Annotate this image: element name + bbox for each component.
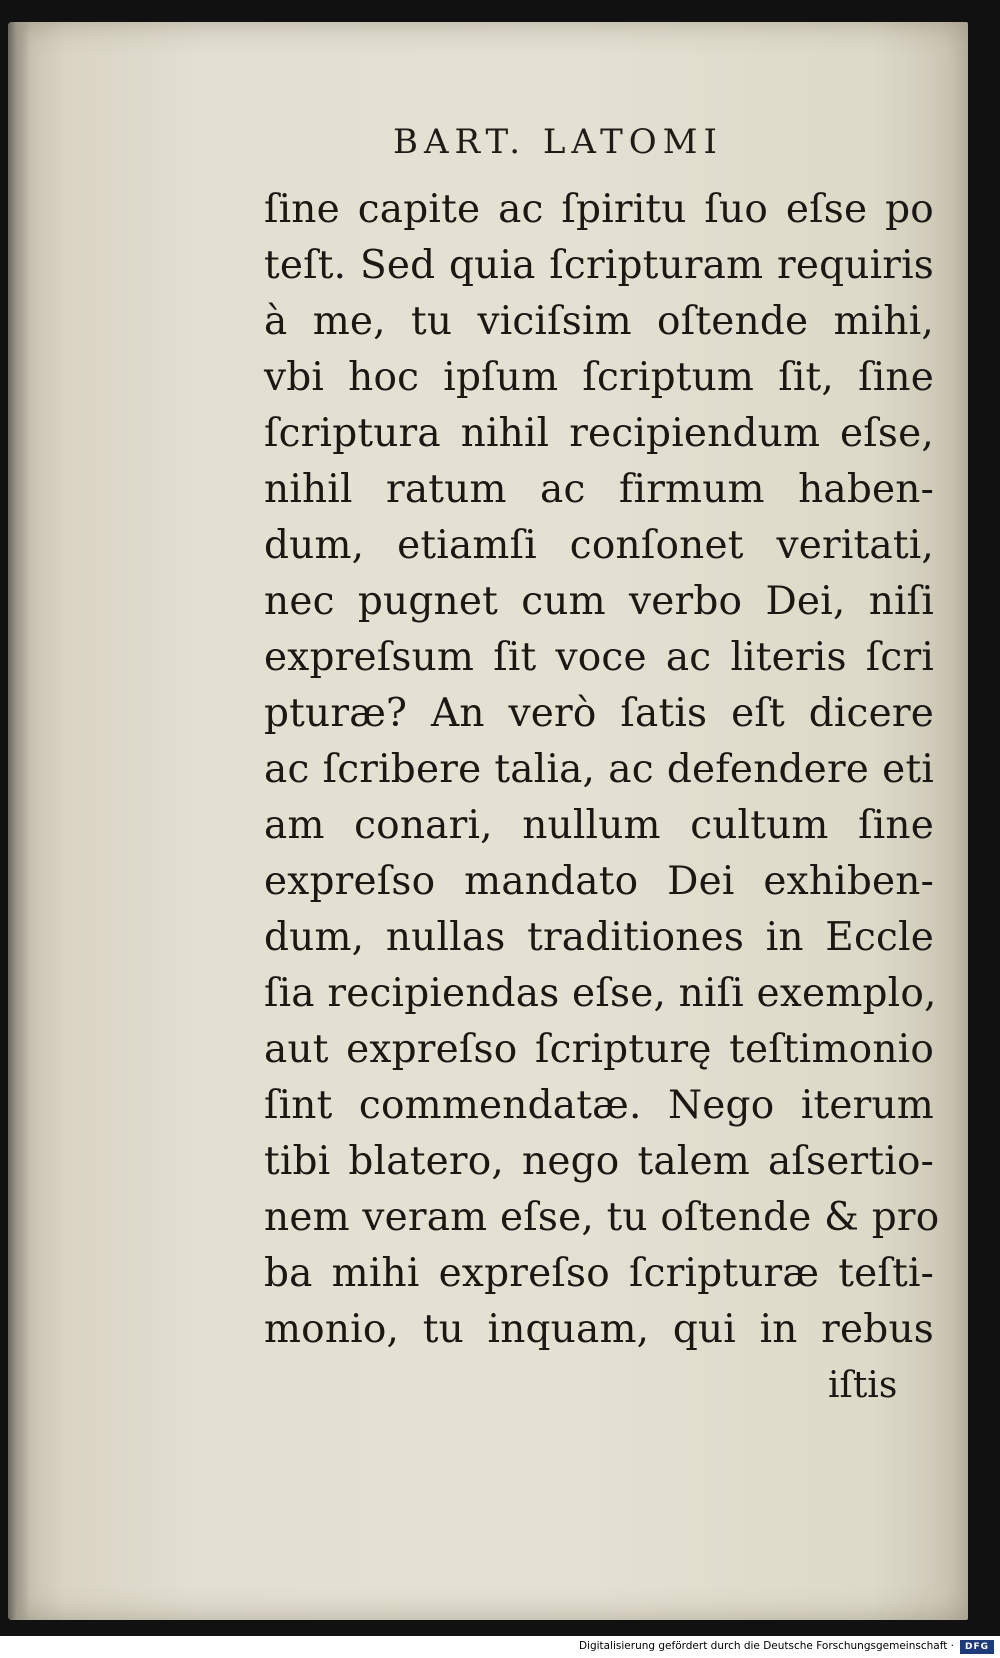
text-line: ſcriptura nihil recipiendum eſse, [264,411,934,456]
book-page [8,22,968,1620]
text-line: ba mihi expreſso ſcripturæ teſti- [264,1251,934,1296]
text-block [264,182,940,1358]
text-line: aut expreſso ſcripturę teſtimonio [264,1027,934,1072]
text-line: am conari, nullum cultum ſine [264,803,934,848]
text-line: expreſsum ſit voce ac literis ſcri [264,635,934,680]
text-line: tibi blatero, nego talem aſsertio- [264,1139,934,1184]
text-line: dum, etiamſi conſonet veritati, [264,523,934,568]
text-line: dum, nullas traditiones in Eccle [264,915,934,960]
text-line: ſia recipiendas eſse, niſi exemplo, [264,971,937,1016]
text-line: pturæ? An verò ſatis eſt dicere [264,691,934,736]
footer-bar [0,1636,1000,1658]
text-line: nem veram eſse, tu oſtende & pro [264,1195,940,1240]
text-line: à me, tu viciſsim oſtende mihi, [264,299,934,344]
dfg-logo: DFG [960,1640,994,1654]
text-line: expreſso mandato Dei exhiben- [264,859,934,904]
catchword: iſtis [828,1365,898,1406]
text-line: nec pugnet cum verbo Dei, niſi [264,579,934,624]
text-line: vbi hoc ipſum ſcriptum ſit, ſine [264,355,934,400]
text-line: monio, tu inquam, qui in rebus [264,1307,934,1352]
text-line: ſint commendatæ. Nego iterum [264,1083,934,1128]
text-line: ac ſcribere talia, ac defendere eti [264,747,934,792]
text-line: ſine capite ac ſpiritu ſuo eſse po [264,187,934,232]
footer-credit: Digitalisierung gefördert durch die Deutsche Forschungsgemeinschaft · [578,1640,954,1652]
text-line: teſt. Sed quia ſcripturam requiris [264,243,934,288]
running-head: BART. LATOMI [393,122,723,162]
text-line: nihil ratum ac firmum haben- [264,467,934,512]
